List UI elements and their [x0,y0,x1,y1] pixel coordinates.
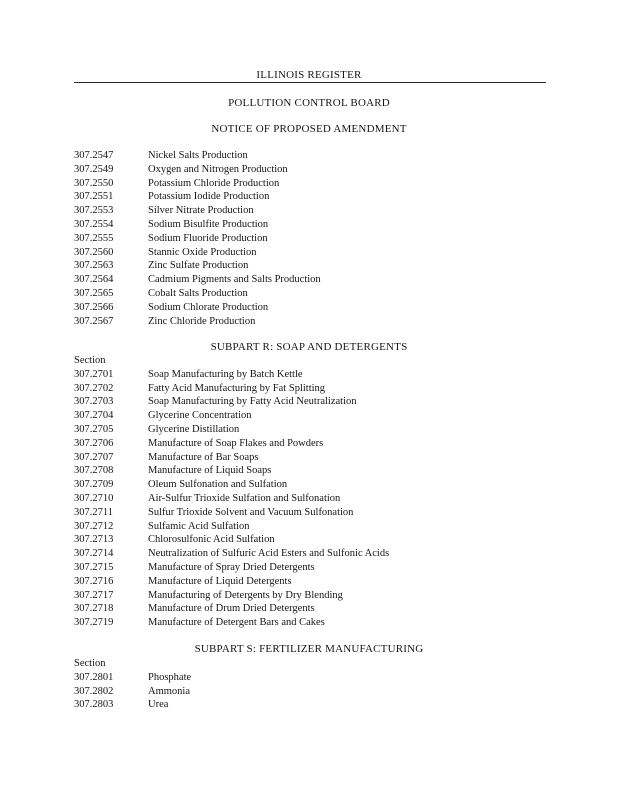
section-number: 307.2801 [74,671,114,683]
section-title: Manufacture of Liquid Detergents [148,575,292,587]
section-title: Oleum Sulfonation and Sulfation [148,479,288,491]
section-title: Urea [148,699,169,711]
list-item [74,204,321,218]
section-number: 307.2703 [74,396,114,408]
list-item [74,616,389,630]
list-item [74,232,321,246]
section-number: 307.2567 [74,315,114,327]
section-number: 307.2713 [74,534,114,546]
section-number: 307.2718 [74,603,114,615]
section-number: 307.2566 [74,301,114,313]
section-title: Sodium Bisulfite Production [148,218,269,230]
section-title: Sodium Fluoride Production [148,232,268,244]
section-title: Zinc Sulfate Production [148,260,249,272]
list-item [74,698,191,712]
list-item [74,464,389,478]
list-item [74,506,389,520]
section-number: 307.2551 [74,191,114,203]
section-title: Glycerine Concentration [148,410,252,422]
section-title: Manufacture of Spray Dried Detergents [148,561,315,573]
section-number: 307.2802 [74,685,114,697]
section-title: Nickel Salts Production [148,150,248,161]
section-number: 307.2565 [74,287,114,299]
list-item [74,218,321,232]
section-title: Manufacture of Detergent Bars and Cakes [148,617,325,629]
list-item [74,533,389,547]
list-item [74,395,389,409]
section-title: Manufacture of Soap Flakes and Powders [148,437,324,449]
section-title: Air-Sulfur Trioxide Sulfation and Sulfonation [148,492,341,504]
subpart-s-heading: SUBPART S: FERTILIZER MANUFACTURING [194,643,424,655]
section-number: 307.2716 [74,575,114,587]
list-item [74,368,389,382]
list-item [74,259,321,273]
list-item [74,437,389,451]
list-item [74,547,389,561]
list-item [74,409,389,423]
section-title: Oxygen and Nitrogen Production [148,163,288,175]
section-number: 307.2550 [74,177,114,189]
section-title: Phosphate [148,671,192,683]
section-number: 307.2701 [74,368,114,380]
section-title: Ammonia [148,685,190,697]
section-title: Manufacture of Drum Dried Detergents [148,603,315,615]
section-number: 307.2803 [74,699,114,711]
section-number: 307.2547 [74,150,114,161]
section-number: 307.2708 [74,465,114,477]
list-item [74,423,389,437]
section-number: 307.2555 [74,232,114,244]
section-title: Potassium Chloride Production [148,177,280,189]
list-item [74,451,389,465]
section-list-subpart-r [74,354,389,630]
header-rule [74,82,546,83]
section-title: Fatty Acid Manufacturing by Fat Splitting [148,382,326,394]
list-item [74,246,321,260]
list-item [74,561,389,575]
section-number: 307.2719 [74,617,114,629]
section-title: Potassium Iodide Production [148,191,270,203]
section-number: 307.2711 [74,506,113,518]
section-title: Cadmium Pigments and Salts Production [148,274,321,286]
section-number: 307.2564 [74,274,114,286]
section-number: 307.2707 [74,451,114,463]
section-number: 307.2714 [74,548,114,560]
list-item [74,478,389,492]
section-number: 307.2554 [74,218,114,230]
section-title: Glycerine Distillation [148,423,240,435]
section-title: Manufacturing of Detergents by Dry Blending [148,589,343,601]
section-number: 307.2712 [74,520,114,532]
section-title: Sodium Chlorate Production [148,301,269,313]
section-number: 307.2704 [74,410,114,422]
list-item [74,273,321,287]
section-number: 307.2563 [74,260,114,272]
list-item [74,163,321,177]
section-number: 307.2709 [74,479,114,491]
section-title: Soap Manufacturing by Batch Kettle [148,368,303,380]
list-item [74,602,389,616]
list-item [74,492,389,506]
section-number: 307.2710 [74,492,114,504]
section-list-block1 [74,149,321,328]
list-item [74,671,191,685]
list-item [74,190,321,204]
section-title: Silver Nitrate Production [148,205,254,217]
subpart-r-heading: SUBPART R: SOAP AND DETERGENTS [210,341,408,353]
list-item [74,575,389,589]
section-number: 307.2705 [74,423,114,435]
list-item [74,149,321,163]
section-title: Zinc Chloride Production [148,315,256,327]
section-number: 307.2717 [74,589,114,601]
list-item [74,287,321,301]
list-item [74,315,321,329]
section-title: Manufacture of Liquid Soaps [148,465,272,477]
section-title: Soap Manufacturing by Fatty Acid Neutralization [148,396,357,408]
agency-title: POLLUTION CONTROL BOARD [228,97,390,109]
section-title: Neutralization of Sulfuric Acid Esters and Sulfonic Acids [148,548,390,560]
register-title: ILLINOIS REGISTER [256,69,362,81]
section-title: Manufacture of Bar Soaps [148,451,259,463]
section-title: Sulfur Trioxide Solvent and Vacuum Sulfonation [148,506,354,518]
section-label: Section [74,658,106,669]
section-title: Stannic Oxide Production [148,246,257,258]
list-item [74,589,389,603]
section-title: Cobalt Salts Production [148,287,248,299]
list-item [74,177,321,191]
list-item [74,685,191,699]
section-number: 307.2702 [74,382,114,394]
list-item [74,301,321,315]
section-title: Sulfamic Acid Sulfation [148,520,250,532]
section-number: 307.2560 [74,246,114,258]
notice-title: NOTICE OF PROPOSED AMENDMENT [211,123,407,135]
section-number: 307.2715 [74,561,114,573]
section-label: Section [74,355,106,366]
section-number: 307.2553 [74,205,114,217]
section-title: Chlorosulfonic Acid Sulfation [148,534,275,546]
section-list-subpart-s [74,657,191,712]
section-number: 307.2706 [74,437,114,449]
list-item [74,382,389,396]
list-item [74,520,389,534]
section-number: 307.2549 [74,163,114,175]
